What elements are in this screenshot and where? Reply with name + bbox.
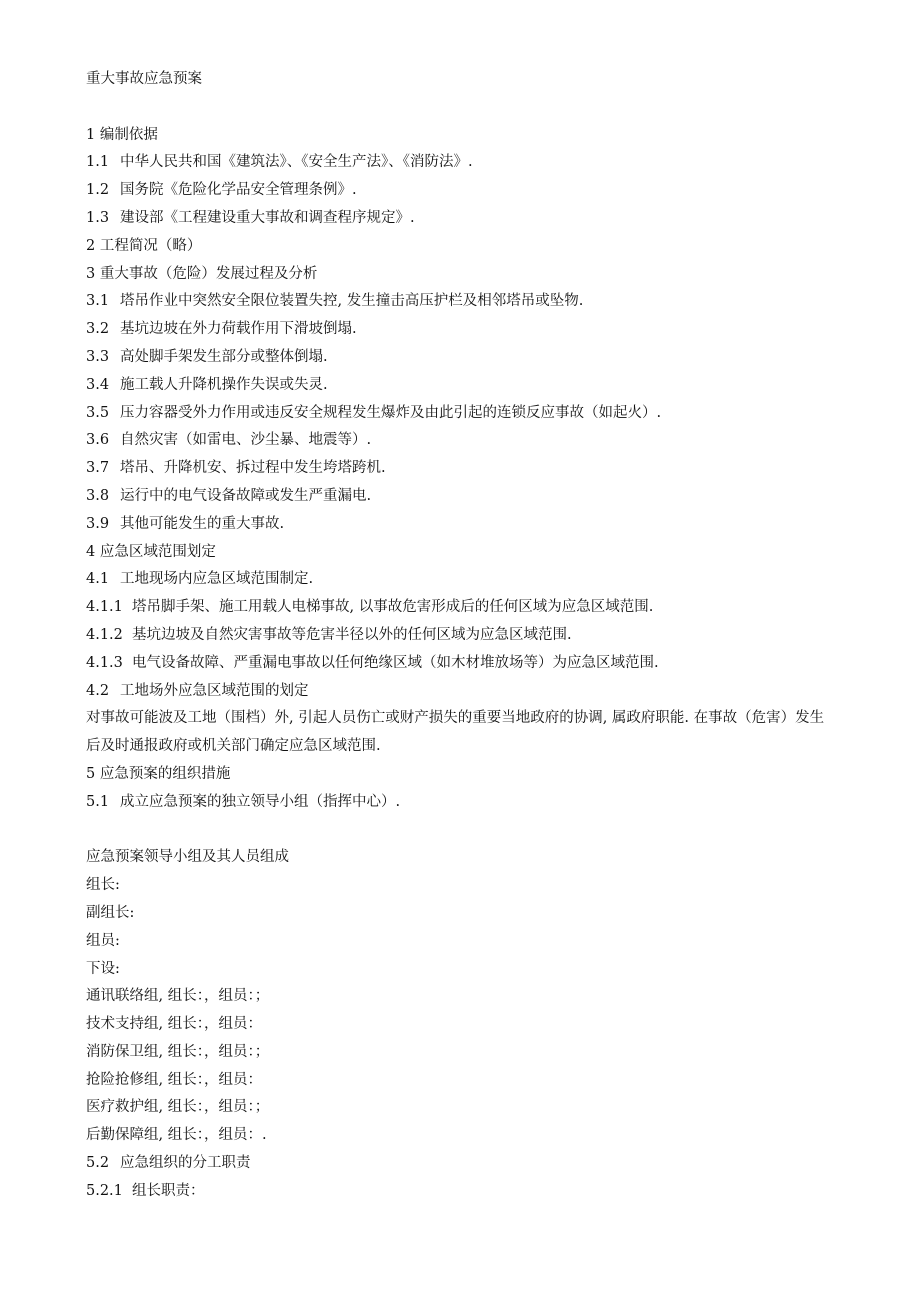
clause-text: 其他可能发生的重大事故. [120, 515, 285, 532]
clause-3-3 [86, 344, 846, 372]
under-line: 下设: [86, 960, 120, 977]
clause-4-1-2 [86, 622, 846, 650]
clause-number: 4.1.2 [86, 626, 123, 643]
clause-number: 5.1 [86, 793, 110, 810]
clause-5-2-1 [86, 1178, 846, 1206]
clause-text: 塔吊脚手架、施工用载人电梯事故, 以事故危害形成后的任何区域为应急区域范围. [132, 599, 654, 616]
group-logistics: 后勤保障组, 组长：，组员：. [86, 1127, 267, 1144]
clause-number: 3.3 [86, 348, 110, 365]
clause-text: 自然灾害（如雷电、沙尘暴、地震等）. [120, 432, 372, 449]
clause-3-1 [86, 288, 846, 316]
clause-3-5 [86, 400, 846, 428]
clause-3-7 [86, 455, 846, 483]
clause-text: 高处脚手架发生部分或整体倒塌. [120, 348, 328, 365]
clause-3-2 [86, 316, 846, 344]
clause-number: 5.2.1 [86, 1182, 123, 1199]
clause-text: 工地场外应急区域范围的划定 [120, 682, 309, 699]
blank-line [86, 94, 846, 122]
leader-line: 组长: [86, 877, 120, 894]
clause-text: 建设部《工程建设重大事故和调查程序规定》. [120, 209, 415, 226]
clause-text: 基坑边坡及自然灾害事故等危害半径以外的任何区域为应急区域范围. [132, 626, 572, 643]
clause-4-1-1 [86, 594, 846, 622]
clause-number: 3.7 [86, 460, 110, 477]
clause-text: 应急组织的分工职责 [120, 1155, 251, 1172]
clause-text: 国务院《危险化学品安全管理条例》. [120, 182, 357, 199]
clause-3-8 [86, 483, 846, 511]
clause-text: 施工载人升降机操作失误或失灵. [120, 376, 328, 393]
clause-number: 4.1 [86, 571, 110, 588]
clause-3-6 [86, 427, 846, 455]
clause-number: 1.2 [86, 182, 110, 199]
clause-number: 4.1.1 [86, 599, 123, 616]
clause-3-9 [86, 511, 846, 539]
group-technical: 技术支持组, 组长：，组员： [86, 1016, 262, 1033]
clause-number: 3.1 [86, 293, 110, 310]
clause-5-2 [86, 1150, 846, 1178]
clause-number: 3.9 [86, 515, 110, 532]
clause-4-2-body: 对事故可能波及工地（围档）外, 引起人员伤亡或财产损失的重要当地政府的协调, 属政府职能. 在事故（危害）发生后及时通报政府或机关部门确定应急区域范围. [86, 710, 825, 755]
clause-text: 基坑边坡在外力荷载作用下滑坡倒塌. [120, 321, 357, 338]
clause-number: 1.3 [86, 209, 110, 226]
blank-line [86, 817, 846, 845]
clause-number: 3.5 [86, 404, 110, 421]
clause-1-3 [86, 205, 846, 233]
clause-text: 压力容器受外力作用或违反安全规程发生爆炸及由此引起的连锁反应事故（如起火）. [120, 404, 662, 421]
clause-text: 塔吊作业中突然安全限位装置失控, 发生撞击高压护栏及相邻塔吊或坠物. [120, 293, 584, 310]
group-communication: 通讯联络组, 组长：，组员：； [86, 988, 270, 1005]
clause-number: 4.2 [86, 682, 110, 699]
document-title: 重大事故应急预案 [86, 71, 202, 87]
clause-number: 1.1 [86, 154, 110, 171]
section-heading-2: 2 工程简况（略） [86, 237, 202, 254]
clause-text: 中华人民共和国《建筑法》、《安全生产法》、《消防法》. [120, 154, 473, 171]
clause-text: 成立应急预案的独立领导小组（指挥中心）. [120, 793, 401, 810]
clause-number: 5.2 [86, 1155, 110, 1172]
leadership-heading: 应急预案领导小组及其人员组成 [86, 849, 289, 866]
document-page [86, 66, 846, 1206]
clause-number: 4.1.3 [86, 654, 123, 671]
members-line: 组员: [86, 932, 120, 949]
clause-text: 运行中的电气设备故障或发生严重漏电. [120, 487, 372, 504]
group-fire-security: 消防保卫组, 组长：，组员：； [86, 1043, 270, 1060]
clause-1-1 [86, 149, 846, 177]
clause-4-2 [86, 678, 846, 706]
section-heading-4: 4 应急区域范围划定 [86, 543, 216, 560]
deputy-leader-line: 副组长: [86, 904, 135, 921]
clause-5-1 [86, 789, 846, 817]
clause-4-1 [86, 566, 846, 594]
section-heading-5: 5 应急预案的组织措施 [86, 765, 231, 782]
clause-3-4 [86, 372, 846, 400]
group-rescue-repair: 抢险抢修组, 组长：，组员： [86, 1071, 262, 1088]
clause-text: 电气设备故障、严重漏电事故以任何绝缘区域（如木材堆放场等）为应急区域范围. [132, 654, 659, 671]
clause-text: 工地现场内应急区域范围制定. [120, 571, 314, 588]
clause-text: 塔吊、升降机安、拆过程中发生垮塔跨机. [120, 460, 386, 477]
section-heading-3: 3 重大事故（危险）发展过程及分析 [86, 265, 318, 282]
clause-1-2 [86, 177, 846, 205]
clause-number: 3.8 [86, 487, 110, 504]
clause-text: 组长职责： [132, 1182, 205, 1199]
group-medical: 医疗救护组, 组长：，组员：； [86, 1099, 270, 1116]
clause-number: 3.4 [86, 376, 110, 393]
clause-4-1-3 [86, 650, 846, 678]
clause-number: 3.6 [86, 432, 110, 449]
section-heading-1: 1 编制依据 [86, 126, 158, 143]
clause-number: 3.2 [86, 321, 110, 338]
